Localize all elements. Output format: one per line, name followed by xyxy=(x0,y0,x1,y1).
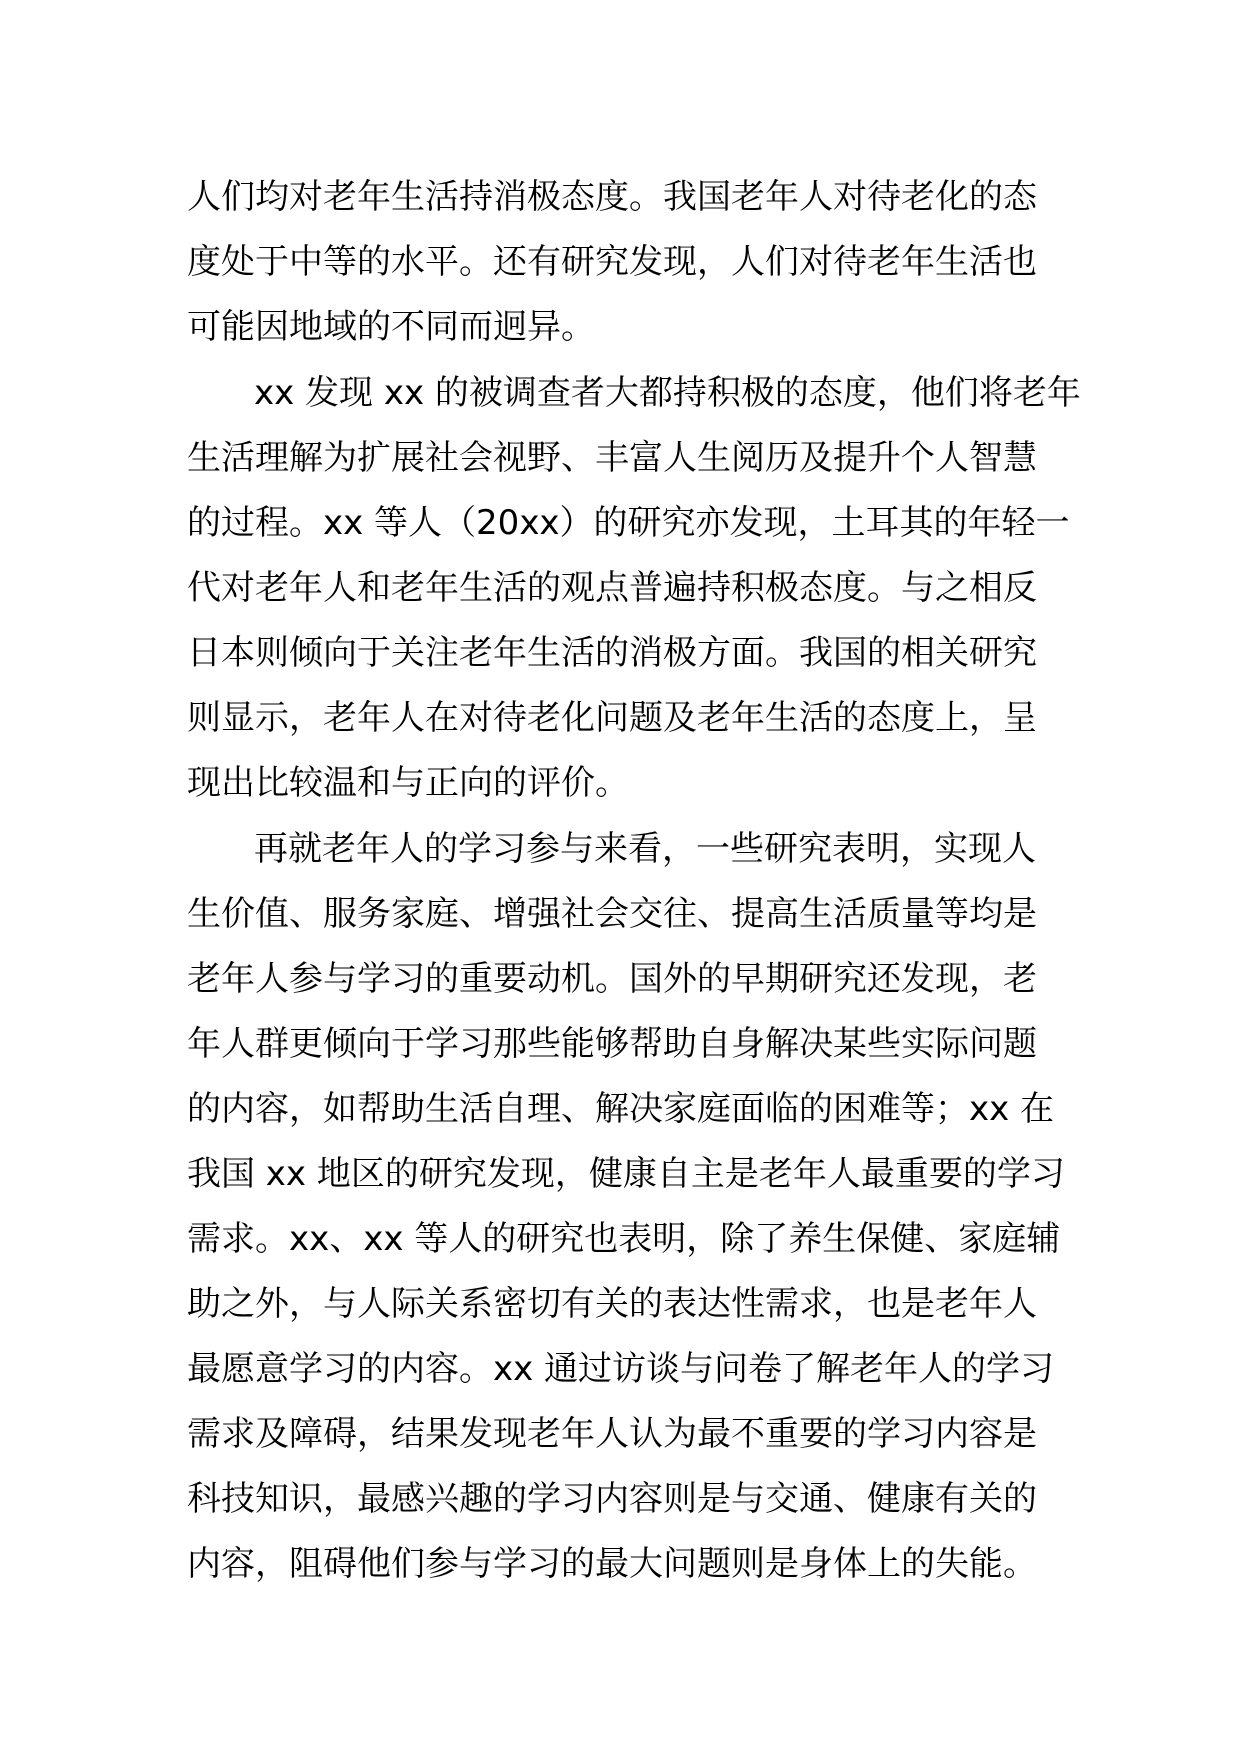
paragraph-3-line-5: 的内容，如帮助生活自理、解决家庭面临的困难等；xx 在 xyxy=(187,1089,1055,1129)
paragraph-3-line-3: 老年人参与学习的重要动机。国外的早期研究还发现，老 xyxy=(187,959,1037,999)
paragraph-3-line-7: 需求。xx、xx 等人的研究也表明，除了养生保健、家庭辅 xyxy=(187,1219,1061,1259)
paragraph-3-line-12: 内容，阻碍他们参与学习的最大问题则是身体上的失能。 xyxy=(187,1544,1037,1584)
body-text xyxy=(187,165,1081,1597)
paragraph-2-line-6: 则显示，老年人在对待老化问题及老年生活的态度上，呈 xyxy=(187,698,1037,738)
paragraph-3-line-4: 年人群更倾向于学习那些能够帮助自身解决某些实际问题 xyxy=(187,1024,1037,1064)
paragraph-3-line-2: 生价值、服务家庭、增强社会交往、提高生活质量等均是 xyxy=(187,894,1037,934)
paragraph-2-line-4: 代对老年人和老年生活的观点普遍持积极态度。与之相反 xyxy=(187,568,1037,608)
paragraph-2-line-5: 日本则倾向于关注老年生活的消极方面。我国的相关研究 xyxy=(187,633,1037,673)
paragraph-3-line-10: 需求及障碍，结果发现老年人认为最不重要的学习内容是 xyxy=(187,1414,1037,1454)
paragraph-2-line-1: xx 发现 xx 的被调查者大都持积极的态度，他们将老年 xyxy=(254,373,1081,413)
paragraph-1-line-1: 人们均对老年生活持消极态度。我国老年人对待老化的态 xyxy=(187,177,1037,217)
paragraph-3-line-1: 再就老年人的学习参与来看，一些研究表明，实现人 xyxy=(254,829,1036,869)
paragraph-1-line-2: 度处于中等的水平。还有研究发现，人们对待老年生活也 xyxy=(187,242,1037,282)
paragraph-3-line-6: 我国 xx 地区的研究发现，健康自主是老年人最重要的学习 xyxy=(187,1154,1065,1194)
paragraph-2-line-2: 生活理解为扩展社会视野、丰富人生阅历及提升个人智慧 xyxy=(187,438,1037,478)
paragraph-2-line-3: 的过程。xx 等人（20xx）的研究亦发现，土耳其的年轻一 xyxy=(187,503,1070,543)
paragraph-3-line-11: 科技知识，最感兴趣的学习内容则是与交通、健康有关的 xyxy=(187,1479,1037,1519)
paragraph-3-line-9: 最愿意学习的内容。xx 通过访谈与问卷了解老年人的学习 xyxy=(187,1349,1055,1389)
paragraph-1-line-3: 可能因地域的不同而迥异。 xyxy=(187,307,595,347)
paragraph-2-line-7: 现出比较温和与正向的评价。 xyxy=(187,763,629,803)
paragraph-3-line-8: 助之外，与人际关系密切有关的表达性需求，也是老年人 xyxy=(187,1284,1037,1324)
